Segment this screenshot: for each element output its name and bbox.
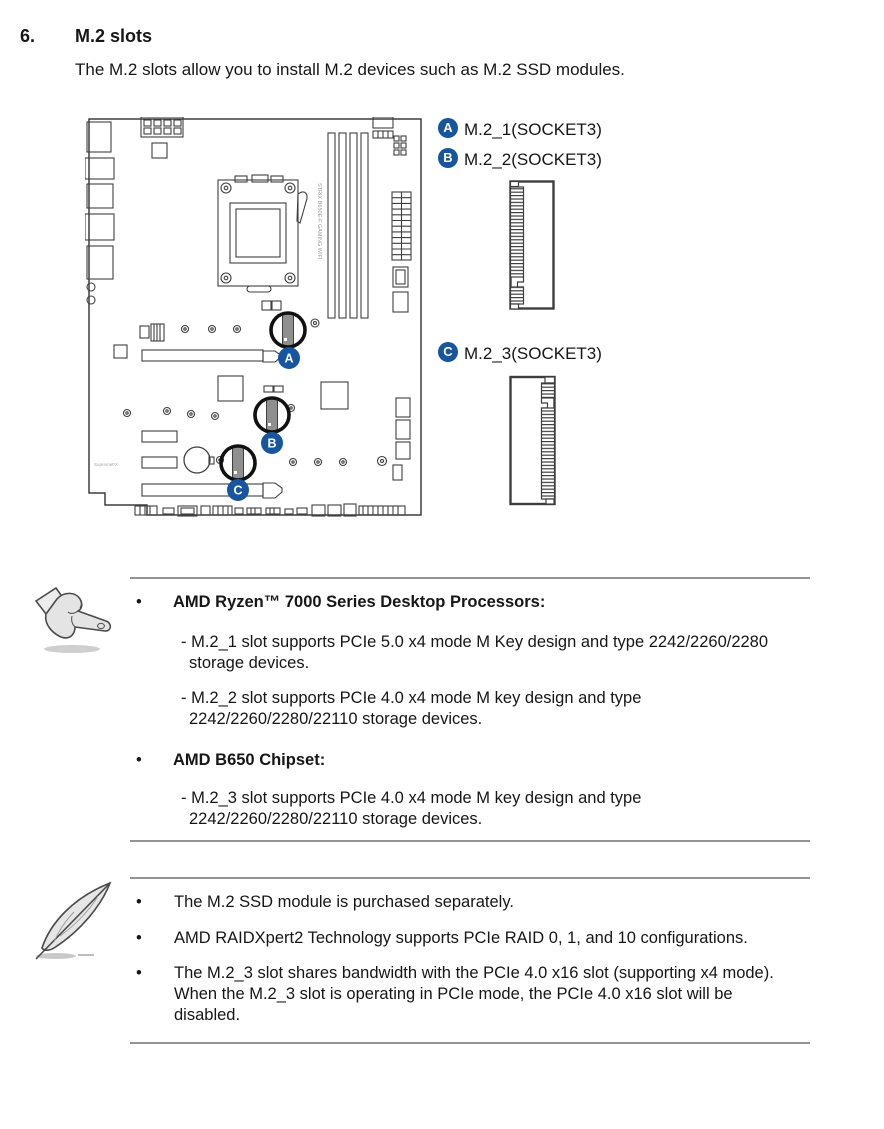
motherboard-diagram xyxy=(85,117,425,517)
callout-a-badge: A xyxy=(438,118,458,138)
m2-slot-a-highlight xyxy=(271,313,305,347)
dimm-slots xyxy=(328,133,368,318)
m2-slot-b-highlight xyxy=(255,398,289,432)
feather-icon xyxy=(30,880,116,962)
callout-b-badge: B xyxy=(438,148,458,168)
note-heading-ryzen: AMD Ryzen™ 7000 Series Desktop Processors: xyxy=(173,593,546,611)
atx-power-connector xyxy=(392,192,411,260)
bullet-marker: • xyxy=(136,893,142,911)
note-line: 2242/2260/2280/22110 storage devices. xyxy=(189,810,483,828)
bullet-marker: • xyxy=(136,751,142,769)
eps-power-connector xyxy=(141,117,183,137)
badge-b-letter: B xyxy=(267,436,277,451)
intro-text: The M.2 slots allow you to install M.2 devices such as M.2 SSD modules. xyxy=(75,60,625,79)
bullet-marker: • xyxy=(136,593,142,611)
board-model-label: STRIX B650E-F GAMING WIFI xyxy=(316,183,322,260)
note-line: AMD RAIDXpert2 Technology supports PCIe RAID 0, 1, and 10 configurations. xyxy=(174,929,748,947)
cmos-battery xyxy=(184,447,210,473)
note-line: The M.2 SSD module is purchased separately. xyxy=(174,893,514,911)
badge-c-letter: C xyxy=(233,483,243,498)
note-line: The M.2_3 slot shares bandwidth with the PCIe 4.0 x16 slot (supporting x4 mode). xyxy=(174,964,774,982)
m2-socket-diagram-c xyxy=(508,373,556,507)
m2-socket-diagram-ab xyxy=(508,178,556,312)
callout-c-label: M.2_3(SOCKET3) xyxy=(464,344,602,363)
badge-a-letter: A xyxy=(284,351,294,366)
supremefx-label: SupremeFX xyxy=(94,462,119,467)
note-line: storage devices. xyxy=(189,654,310,672)
chipset xyxy=(321,382,348,409)
note-line: - M.2_1 slot supports PCIe 5.0 x4 mode M Key design and type 2242/2260/2280 xyxy=(181,633,769,651)
bullet-marker: • xyxy=(136,929,142,947)
callout-b-label: M.2_2(SOCKET3) xyxy=(464,150,602,169)
callout-c-badge: C xyxy=(438,342,458,362)
divider xyxy=(130,1042,810,1044)
bullet-marker: • xyxy=(136,964,142,982)
note-line: disabled. xyxy=(174,1006,241,1024)
divider xyxy=(130,877,810,879)
divider xyxy=(130,577,810,579)
note-line: 2242/2260/2280/22110 storage devices. xyxy=(189,710,483,728)
pointing-hand-icon xyxy=(28,583,116,655)
note-heading-b650: AMD B650 Chipset: xyxy=(173,751,326,769)
note-line: When the M.2_3 slot is operating in PCIe mode, the PCIe 4.0 x16 slot will be xyxy=(174,985,733,1003)
callout-a-label: M.2_1(SOCKET3) xyxy=(464,120,602,139)
m-key-notch xyxy=(518,277,524,287)
page-title: M.2 slots xyxy=(75,26,153,46)
pcie-slot-1 xyxy=(142,350,263,361)
note-line: - M.2_2 slot supports PCIe 4.0 x4 mode M key design and type xyxy=(181,689,642,707)
m-key-notch xyxy=(542,398,548,408)
m2-slot-c-highlight xyxy=(221,446,255,480)
divider xyxy=(130,840,810,842)
note-line: - M.2_3 slot supports PCIe 4.0 x4 mode M key design and type xyxy=(181,789,642,807)
section-number: 6. xyxy=(20,26,36,46)
cpu-socket xyxy=(218,175,307,292)
